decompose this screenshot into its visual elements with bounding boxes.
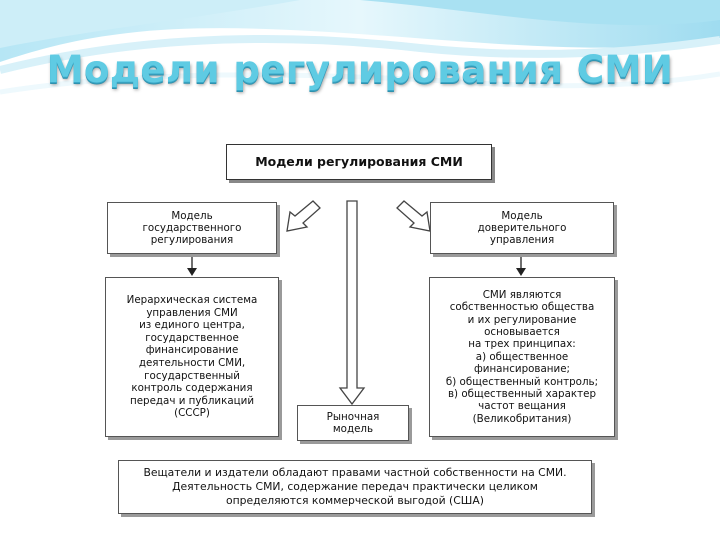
box-line: (Великобритания) (472, 412, 572, 425)
box-line: государственный (144, 369, 240, 382)
trust-model-description-box (429, 277, 615, 437)
box-line: государственное (145, 331, 239, 344)
box-line: Вещатели и издатели обладают правами частной собственности на СМИ. (143, 466, 567, 479)
box-line: финансирование; (473, 363, 571, 376)
box-line: контроль содержания (131, 382, 253, 395)
arrow-to-right-model (397, 201, 430, 231)
state-model-header-box (107, 202, 277, 254)
market-model-box (297, 405, 409, 441)
state-model-description-box (105, 277, 279, 437)
arrow-left-header-to-body (187, 254, 197, 276)
box-line: государственного (142, 222, 242, 234)
arrow-right-header-to-body (516, 254, 526, 276)
diagram-root-box: Модели регулирования СМИ (226, 144, 492, 180)
market-model-description-box (118, 460, 592, 514)
box-line: модель (332, 423, 374, 435)
box-line: б) общественный контроль; (445, 375, 599, 388)
box-line: а) общественное (475, 350, 569, 363)
box-line: (СССР) (174, 407, 210, 420)
box-line: собственностью общества (449, 301, 595, 314)
box-line: Модель (171, 210, 213, 222)
box-line: управления СМИ (146, 306, 238, 319)
box-line: деятельности СМИ, (138, 357, 246, 369)
box-line: частот вещания (478, 400, 566, 413)
box-line: Модель (501, 210, 543, 222)
trust-model-header-box (430, 202, 614, 254)
box-line: и их регулирование (467, 313, 577, 326)
box-line: в) общественный характер (447, 388, 596, 401)
arrow-to-market-model (340, 201, 364, 404)
box-line: определяются коммерческой выгодой (США) (226, 494, 484, 507)
box-line: финансирование (145, 344, 239, 357)
box-line: из единого центра, (139, 319, 245, 332)
box-line: на трех принципах: (468, 338, 576, 351)
box-line: управления (489, 234, 555, 246)
box-line: передач и публикаций (129, 394, 255, 407)
box-line: Деятельность СМИ, содержание передач практически целиком (172, 480, 538, 493)
box-line: основывается (484, 325, 560, 338)
slide-title: Модели регулирования СМИ (46, 48, 674, 91)
box-line: регулирования (150, 234, 234, 246)
arrow-to-left-model (287, 201, 320, 231)
box-line: Рыночная (326, 411, 380, 423)
box-line: СМИ являются (482, 288, 562, 301)
box-line: Иерархическая система (126, 294, 258, 307)
box-line: доверительного (477, 222, 567, 234)
